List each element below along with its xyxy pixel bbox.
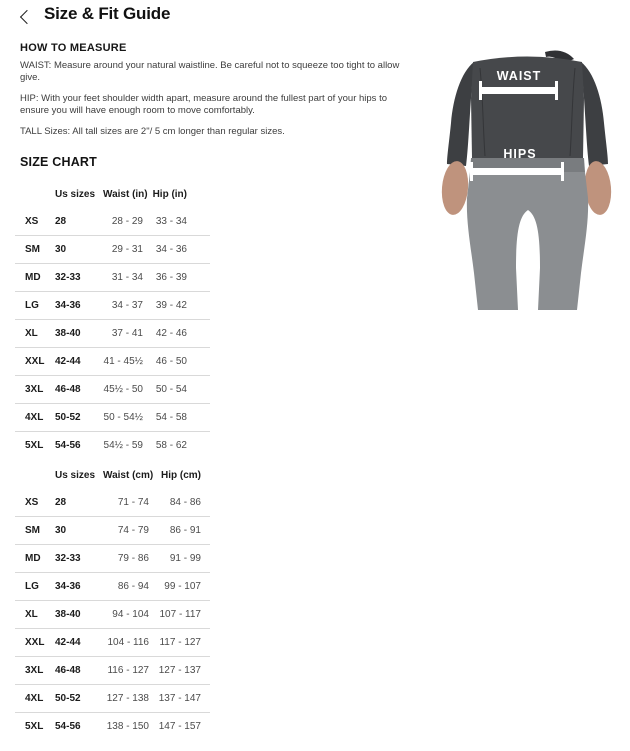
table-cell: 38-40 xyxy=(55,609,81,620)
table-cell: 99 - 107 xyxy=(164,581,201,592)
table-cell: 32-33 xyxy=(55,553,81,564)
column-header: Hip (in) xyxy=(152,188,187,200)
left-sleeve-shape xyxy=(447,62,474,166)
table-cell: 42 - 46 xyxy=(155,328,187,339)
table-row xyxy=(15,657,210,685)
table-cell: 71 - 74 xyxy=(117,497,149,508)
table-row xyxy=(15,685,210,713)
table-cell: 91 - 99 xyxy=(169,553,201,564)
table-cell: XXL xyxy=(25,356,45,367)
table-header-row xyxy=(15,180,210,208)
table-cell: 33 - 34 xyxy=(155,216,187,227)
table-cell: 94 - 104 xyxy=(112,609,149,620)
table-cell: 86 - 94 xyxy=(117,581,149,592)
table-row xyxy=(15,629,210,657)
table-row xyxy=(15,432,210,459)
size-chart-heading: SIZE CHART xyxy=(20,155,97,169)
table-cell: 116 - 127 xyxy=(107,665,149,676)
table-cell: 50 - 54 xyxy=(155,384,187,395)
table-row xyxy=(15,713,210,740)
table-cell: XXL xyxy=(25,637,45,648)
waist-label: WAIST xyxy=(496,69,542,83)
tall-sizes-note: TALL Sizes: All tall sizes are 2"/ 5 cm longer than regular sizes. xyxy=(20,125,285,137)
table-cell: 54½ - 59 xyxy=(103,440,143,451)
table-row xyxy=(15,601,210,629)
table-cell: 54-56 xyxy=(55,440,81,451)
hip-instruction: HIP: With your feet shoulder width apart, measure around the fullest part of your hips to ensure you will have enough room to move comfortably. xyxy=(20,92,387,117)
table-cell: 54-56 xyxy=(55,721,81,732)
column-header: Waist (cm) xyxy=(103,469,154,481)
table-cell: 46 - 50 xyxy=(155,356,187,367)
table-cell: 50-52 xyxy=(55,693,81,704)
table-cell: 86 - 91 xyxy=(169,525,201,536)
table-cell: 58 - 62 xyxy=(155,440,187,451)
table-cell: 84 - 86 xyxy=(169,497,201,508)
table-cell: 34-36 xyxy=(55,581,81,592)
table-cell: 34 - 36 xyxy=(155,244,187,255)
column-header: Waist (in) xyxy=(103,188,148,200)
table-cell: 34 - 37 xyxy=(111,300,143,311)
how-to-measure-heading: HOW TO MEASURE xyxy=(20,42,127,54)
table-cell: 30 xyxy=(55,244,67,255)
table-cell: 42-44 xyxy=(55,637,81,648)
size-table-inches xyxy=(15,180,210,459)
table-cell: 30 xyxy=(55,525,67,536)
table-row xyxy=(15,208,210,236)
table-cell: 32-33 xyxy=(55,272,81,283)
table-cell: SM xyxy=(25,244,40,255)
table-cell: 127 - 137 xyxy=(158,665,201,676)
table-cell: MD xyxy=(25,272,41,283)
table-cell: 74 - 79 xyxy=(117,525,149,536)
table-row xyxy=(15,376,210,404)
table-cell: 5XL xyxy=(25,440,44,451)
table-cell: 104 - 116 xyxy=(107,637,149,648)
table-cell: XS xyxy=(25,497,39,508)
hips-label: HIPS xyxy=(503,147,537,161)
table-cell: XL xyxy=(25,328,38,339)
table-cell: 107 - 117 xyxy=(159,609,201,620)
table-cell: 28 xyxy=(55,216,67,227)
table-row xyxy=(15,264,210,292)
size-guide-model-image xyxy=(425,38,630,323)
table-cell: 5XL xyxy=(25,721,44,732)
table-cell: 117 - 127 xyxy=(159,637,201,648)
table-cell: XL xyxy=(25,609,38,620)
table-row xyxy=(15,517,210,545)
column-header: Hip (cm) xyxy=(161,469,201,481)
table-cell: MD xyxy=(25,553,41,564)
measure-instructions xyxy=(20,60,420,146)
table-row xyxy=(15,320,210,348)
back-button[interactable] xyxy=(19,9,35,25)
leggings-shape xyxy=(467,172,588,310)
table-cell: 46-48 xyxy=(55,665,81,676)
table-cell: LG xyxy=(25,581,39,592)
table-cell: 50-52 xyxy=(55,412,81,423)
column-header: Us sizes xyxy=(55,188,96,200)
column-header: Us sizes xyxy=(55,469,96,481)
table-cell: 127 - 138 xyxy=(106,693,149,704)
table-row xyxy=(15,489,210,517)
table-cell: 138 - 150 xyxy=(106,721,149,732)
table-cell: 46-48 xyxy=(55,384,81,395)
table-cell: XS xyxy=(25,216,39,227)
table-row xyxy=(15,236,210,264)
table-cell: 147 - 157 xyxy=(158,721,201,732)
table-cell: 50 - 54½ xyxy=(103,412,143,423)
table-row xyxy=(15,573,210,601)
table-cell: 45½ - 50 xyxy=(103,384,143,395)
table-cell: 54 - 58 xyxy=(155,412,187,423)
table-cell: 34-36 xyxy=(55,300,81,311)
table-cell: 79 - 86 xyxy=(117,553,149,564)
table-cell: 3XL xyxy=(25,665,44,676)
table-cell: 137 - 147 xyxy=(158,693,201,704)
page-title: Size & Fit Guide xyxy=(44,4,171,23)
table-cell: 28 xyxy=(55,497,67,508)
table-cell: 37 - 41 xyxy=(111,328,143,339)
left-hand-shape xyxy=(440,160,471,216)
right-sleeve-shape xyxy=(581,62,608,166)
table-cell: 3XL xyxy=(25,384,44,395)
table-cell: 42-44 xyxy=(55,356,81,367)
table-cell: SM xyxy=(25,525,40,536)
table-cell: 28 - 29 xyxy=(111,216,143,227)
table-cell: 31 - 34 xyxy=(111,272,143,283)
table-cell: LG xyxy=(25,300,39,311)
table-cell: 4XL xyxy=(25,693,44,704)
table-cell: 41 - 45½ xyxy=(103,356,143,367)
table-row xyxy=(15,292,210,320)
size-table-cm xyxy=(15,461,210,740)
table-row xyxy=(15,404,210,432)
table-cell: 36 - 39 xyxy=(155,272,187,283)
table-cell: 4XL xyxy=(25,412,44,423)
table-row xyxy=(15,545,210,573)
table-header-row xyxy=(15,461,210,489)
waist-instruction: WAIST: Measure around your natural waistline. Be careful not to squeeze too tight to allow give. xyxy=(20,60,400,84)
table-cell: 38-40 xyxy=(55,328,81,339)
table-row xyxy=(15,348,210,376)
table-cell: 29 - 31 xyxy=(111,244,143,255)
table-cell: 39 - 42 xyxy=(155,300,187,311)
